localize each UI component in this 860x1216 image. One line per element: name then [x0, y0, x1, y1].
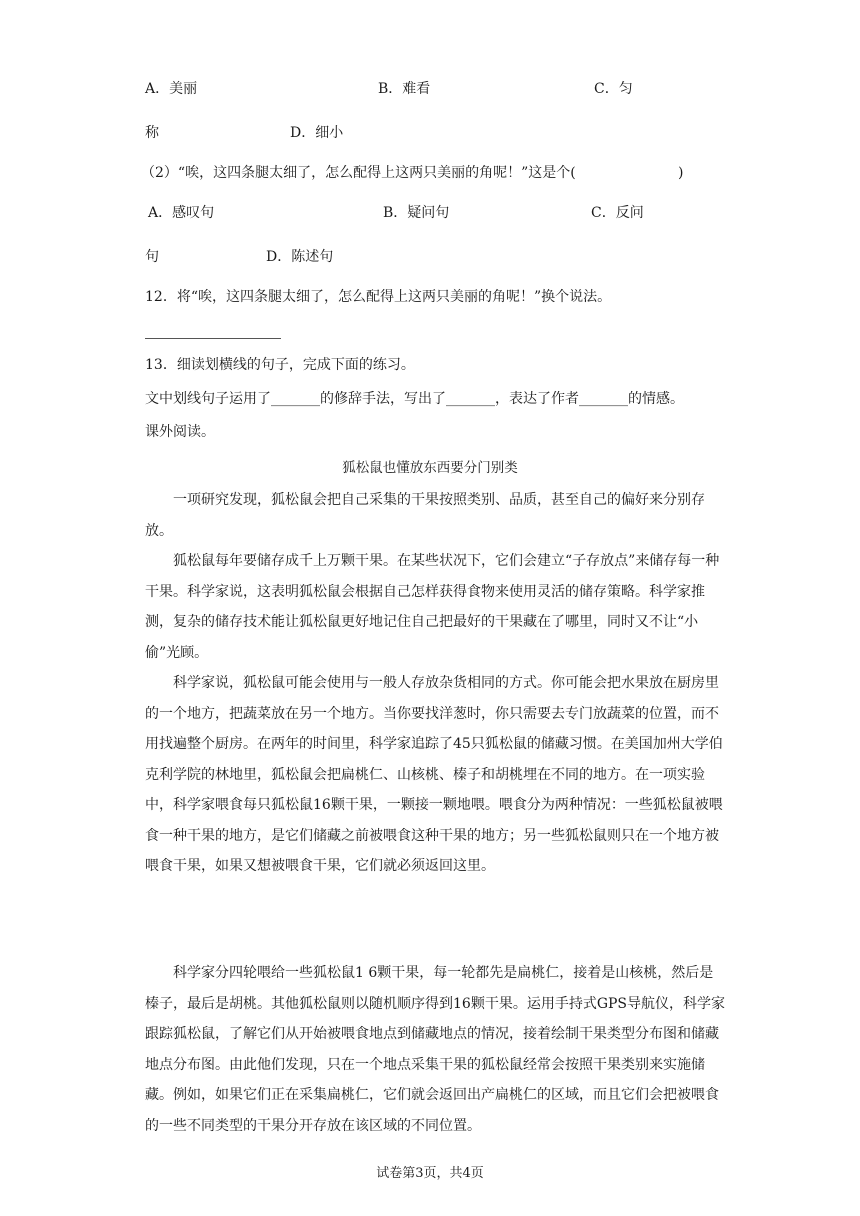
- article-paragraph-1: [145, 485, 725, 546]
- q12-answer-line[interactable]: [145, 338, 281, 339]
- article-paragraph-4: [145, 958, 725, 1141]
- q13-text: 13．细读划横线的句子，完成下面的练习。: [145, 357, 415, 373]
- q11-option-b: B．难看: [378, 81, 431, 97]
- q11-sub2-option-d: D．陈述句: [266, 249, 334, 265]
- q11-option-a: A．美丽: [145, 81, 198, 97]
- paragraph-text: 狐松鼠每年要储存成千上万颗干果。在某些状况下，它们会建立“子存放点”来储存每一种干果。科学家说，这表明狐松鼠会根据自己怎样获得食物来使用灵活的储存策略。科学家推测，复杂的储存技术能让狐松鼠更好地记住自己把最好的干果藏在了哪里，同时又不让“小偷”光顾。: [145, 553, 720, 661]
- page-footer: 试卷第3页，共4页: [376, 1166, 484, 1181]
- paragraph-text: 一项研究发现，狐松鼠会把自己采集的干果按照类别、品质，甚至自己的偏好来分别存放。: [145, 492, 705, 539]
- q11-option-d: D．细小: [290, 125, 344, 141]
- q11-sub2-stem: （2）“唉，这四条腿太细了，怎么配得上这两只美丽的角呢！”这是个(: [141, 165, 576, 181]
- q11-sub2-option-a: A．感叹句: [148, 205, 215, 221]
- q13-fill-blanks: 文中划线句子运用了_______的修辞手法，写出了_______，表达了作者_______的情感。: [145, 391, 684, 407]
- article-paragraph-3: [145, 668, 725, 882]
- paragraph-text: 科学家分四轮喂给一些狐松鼠1 6颗干果，每一轮都先是扁桃仁，接着是山核桃，然后是榛子，最后是胡桃。其他狐松鼠则以随机顺序得到16颗干果。运用手持式GPS导航仪，科学家跟踪狐松鼠，了解它们从开始被喂食地点到储藏地点的情况，接着绘制干果类型分布图和储藏地点分布图。由此他们发现，只在一个地点采集干果的狐松鼠经常会按照干果类别来实施储藏。例如，如果它们正在采集扁桃仁，它们就会返回出产扁桃仁的区域，而且它们会把被喂食的一些不同类型的干果分开存放在该区域的不同位置。: [145, 965, 726, 1134]
- q11-sub2-option-b: B．疑问句: [383, 205, 450, 221]
- q11-option-c-wrap: 称: [145, 125, 159, 141]
- q11-sub2-option-c-wrap: 句: [145, 249, 159, 265]
- q11-sub2-close-paren: ): [678, 165, 684, 181]
- q12-text: 12．将“唉，这四条腿太细了，怎么配得上这两只美丽的角呢！”换个说法。: [145, 289, 612, 305]
- paragraph-text: 科学家说，狐松鼠可能会使用与一般人存放杂货相同的方式。你可能会把水果放在厨房里的一个地方，把蔬菜放在另一个地方。当你要找洋葱时，你只需要去专门放蔬菜的位置，而不用找遍整个厨房。在两年的时间里，科学家追踪了45只狐松鼠的储藏习惯。在美国加州大学伯克利学院的林地里，狐松鼠会把扁桃仁、山核桃、榛子和胡桃埋在不同的地方。在一项实验中，科学家喂食每只狐松鼠16颗干果，一颗接一颗地喂。喂食分为两种情况：一些狐松鼠被喂食一种干果的地方，是它们储藏之前被喂食这种干果的地方；另一些狐松鼠则只在一个地方被喂食干果，如果又想被喂食干果，它们就必须返回这里。: [145, 675, 723, 874]
- section-label: 课外阅读。: [145, 424, 215, 440]
- article-title: 狐松鼠也懂放东西要分门别类: [342, 460, 518, 476]
- q11-sub2-option-c: C．反问: [591, 205, 644, 221]
- article-paragraph-2: [145, 546, 725, 668]
- q11-option-c: C．匀: [594, 81, 633, 97]
